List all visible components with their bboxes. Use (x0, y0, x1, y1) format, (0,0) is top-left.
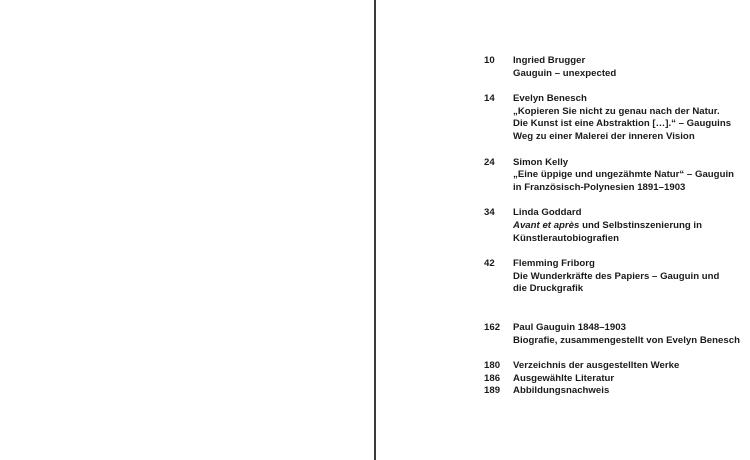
toc-author: Evelyn Benesch (513, 93, 587, 105)
toc-author: Flemming Friborg (513, 258, 595, 270)
toc-page-number: 34 (484, 207, 495, 219)
toc-entry[interactable] (484, 321, 740, 347)
toc-page-number: 189 (484, 385, 501, 397)
toc-author: Simon Kelly (513, 156, 569, 168)
toc-title-line: Weg zu einer Malerei der inneren Vision (513, 130, 695, 142)
toc-title-line: Die Kunst ist eine Abstraktion […].“ – Gauguins (513, 118, 732, 130)
toc-section-title: Ausgewählte Literatur (513, 372, 615, 384)
toc-page-number: 186 (484, 372, 501, 384)
toc-entry[interactable] (484, 55, 734, 80)
toc-section-title: Abbildungsnachweis (513, 385, 610, 397)
toc-entry[interactable] (484, 258, 734, 296)
left-page-blank (0, 0, 374, 460)
toc-title-line: die Druckgrafik (513, 283, 584, 295)
toc-page-number: 180 (484, 360, 501, 372)
toc-author: Linda Goddard (513, 207, 582, 219)
toc-page-number: 42 (484, 258, 495, 270)
toc-entry[interactable] (484, 360, 734, 373)
toc-entry[interactable] (484, 373, 734, 386)
toc-title-rest: und Selbstinszenierung in (579, 219, 702, 231)
toc-title-line (513, 220, 734, 233)
toc-page-number: 24 (484, 156, 495, 168)
toc-entry[interactable] (484, 207, 734, 245)
toc-title-line: Die Wunderkräfte des Papiers – Gauguin und (513, 270, 720, 282)
toc-title-line: „Kopieren Sie nicht zu genau nach der Natur. (513, 105, 720, 117)
toc-title-line: in Französisch-Polynesien 1891–1903 (513, 181, 686, 193)
toc-title-line: Gauguin – unexpected (513, 67, 617, 79)
toc-title-line: Biografie, zusammengestellt von Evelyn Benesch (513, 334, 740, 346)
toc-entry[interactable] (484, 93, 734, 143)
toc-page-number: 162 (484, 321, 501, 333)
toc-author: Ingried Brugger (513, 55, 586, 66)
toc-section-title: Paul Gauguin 1848–1903 (513, 321, 626, 333)
toc-entry[interactable] (484, 385, 734, 398)
toc-section-title: Verzeichnis der ausgestellten Werke (513, 360, 680, 372)
toc-page-number: 14 (484, 93, 495, 105)
toc-title-italic: Avant et après (513, 219, 580, 231)
toc-page-number: 10 (484, 55, 495, 66)
toc-title-line: Künstlerautobiografien (513, 232, 619, 244)
table-of-contents (484, 55, 740, 398)
toc-title-line: „Eine üppige und ungezähmte Natur“ – Gauguin (513, 169, 735, 181)
toc-entry[interactable] (484, 157, 734, 195)
